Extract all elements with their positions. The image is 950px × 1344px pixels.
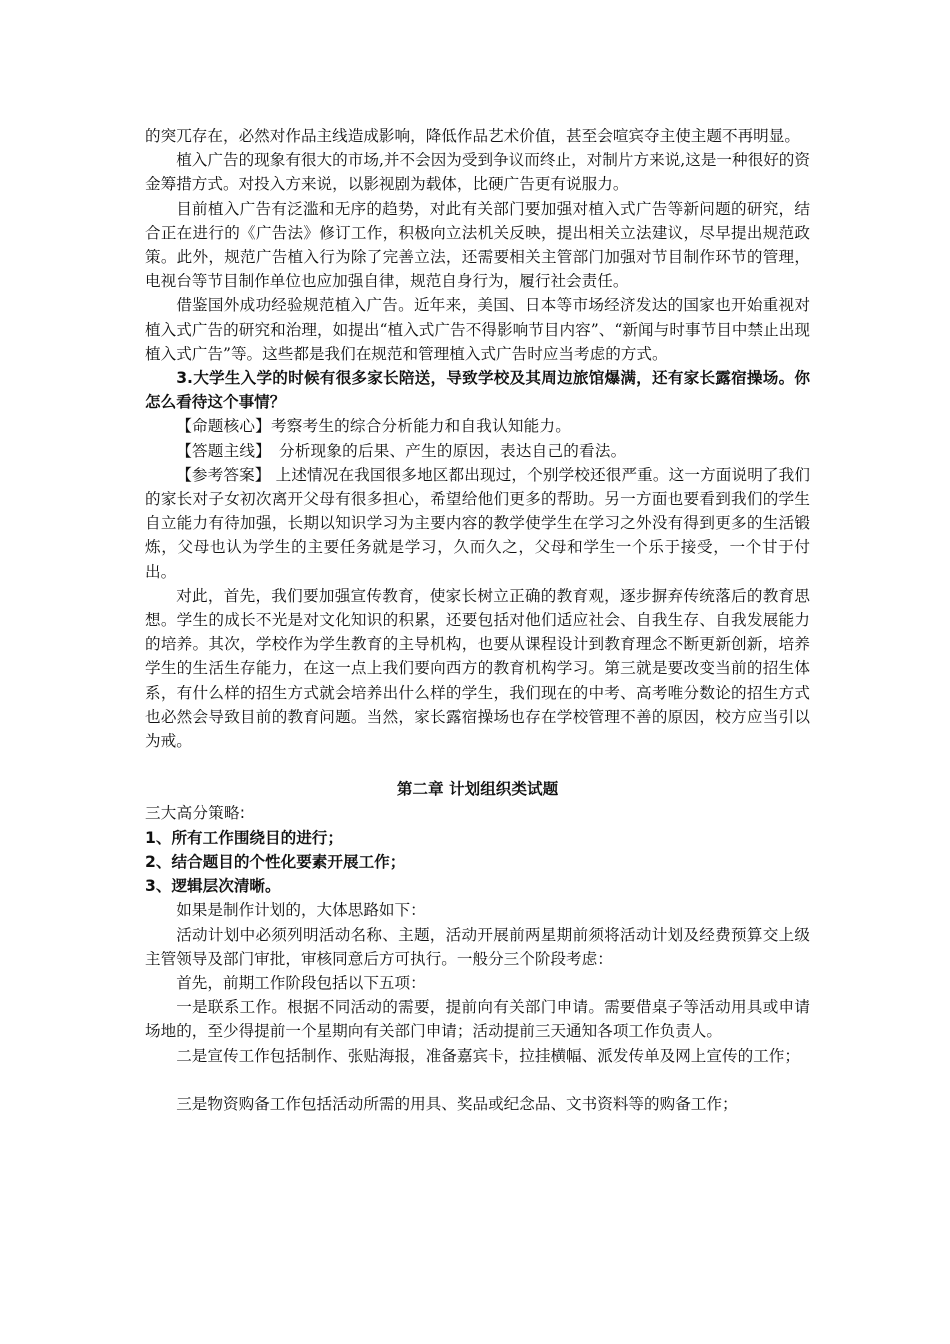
paragraph-market: 植入广告的现象有很大的市场,并不会因为受到争议而终止，对制片方来说,这是一种很好的资金筹措方式。对投入方来说，以影视剧为载体，比硬广告更有说服力。 bbox=[145, 151, 810, 194]
paragraph-foreign-experience: 借鉴国外成功经验规范植入广告。近年来，美国、日本等市场经济发达的国家也开始重视对植入式广告的研究和治理，如提出“植入式广告不得影响节目内容”、“新闻与时事节目中禁止出现植入式广告”等。这些都是我们在规范和管理植入式广告时应当考虑的方式。 bbox=[145, 296, 810, 363]
reference-answer: 【参考答案】 上述情况在我国很多地区都出现过，个别学校还很严重。这一方面说明了我们的家长对子女初次离开父母有很多担心，希望给他们更多的帮助。另一方面也要看到我们的学生自立能力有待加强，长期以知识学习为主要内容的教学使学生在学习之外没有得到更多的生活锻炼，父母也认为学生的主要任务就是学习，久而久之，父母和学生一个乐于接受，一个甘于付出。 bbox=[145, 465, 810, 581]
strategy-item: 2、结合题目的个性化要素开展工作； bbox=[145, 852, 406, 871]
paragraph-regulation: 目前植入广告有泛滥和无序的趋势，对此有关部门要加强对植入式广告等新问题的研究，结合正在进行的《广告法》修订工作，积极向立法机关反映，提出相关立法建议，尽早提出规范政策。此外，规范广告植入行为除了完善立法，还需要相关主管部门加强对节目制作环节的管理，电视台等节目制作单位也应加强自律，规范自身行为，履行社会责任。 bbox=[145, 199, 810, 291]
plan-paragraph: 首先，前期工作阶段包括以下五项： bbox=[176, 973, 426, 992]
strategy-item: 1、所有工作围绕目的进行； bbox=[145, 828, 343, 847]
plan-paragraph: 活动计划中必须列明活动名称、主题，活动开展前两星期前须将活动计划及经费预算交上级主管领导及部门审批，审核同意后方可执行。一般分三个阶段考虑： bbox=[145, 925, 810, 968]
strategy-heading: 三大高分策略: bbox=[145, 804, 246, 823]
paragraph-continued: 的突兀存在，必然对作品主线造成影响，降低作品艺术价值，甚至会喧宾夺主使主题不再明显。 bbox=[145, 127, 800, 145]
strategy-item: 3、逻辑层次清晰。 bbox=[145, 877, 281, 896]
paragraph-measures: 对此，首先，我们要加强宣传教育，使家长树立正确的教育观，逐步摒弃传统落后的教育思想。学生的成长不光是对文化知识的积累，还要包括对他们适应社会、自我生存、自我发展能力的培养。其次，学校作为学生教育的主导机构，也要从课程设计到教育理念不断更新创新，培养学生的生活生存能力，在这一点上我们要向西方的教育机构学习。第三就是要改变当前的招生体系，有什么样的招生方式就会培养出什么样的学生，我们现在的中考、高考唯分数论的招生方式也必然会导致目前的教育问题。当然，家长露宿操场也存在学校管理不善的原因，校方应当引以为戒。 bbox=[145, 586, 810, 751]
question-3: 3.大学生入学的时候有很多家长陪送，导致学校及其周边旅馆爆满，还有家长露宿操场。你怎么看待这个事情？ bbox=[145, 369, 810, 412]
question-core: 【命题核心】考察考生的综合分析能力和自我认知能力。 bbox=[176, 417, 572, 436]
answer-mainline: 【答题主线】 分析现象的后果、产生的原因，表达自己的看法。 bbox=[176, 441, 627, 460]
document-page bbox=[145, 124, 810, 1116]
blank-line bbox=[145, 1068, 810, 1092]
plan-paragraph: 二是宣传工作包括制作、张贴海报，准备嘉宾卡，拉挂横幅、派发传单及网上宣传的工作； bbox=[176, 1046, 800, 1065]
plan-paragraph: 三是物资购备工作包括活动所需的用具、奖品或纪念品、文书资料等的购备工作； bbox=[176, 1094, 738, 1113]
chapter-title: 第二章 计划组织类试题 bbox=[396, 780, 559, 799]
plan-intro: 如果是制作计划的，大体思路如下： bbox=[176, 901, 426, 920]
plan-paragraph: 一是联系工作。根据不同活动的需要，提前向有关部门申请。需要借桌子等活动用具或申请场地的，至少得提前一个星期向有关部门申请；活动提前三天通知各项工作负责人。 bbox=[145, 998, 810, 1041]
